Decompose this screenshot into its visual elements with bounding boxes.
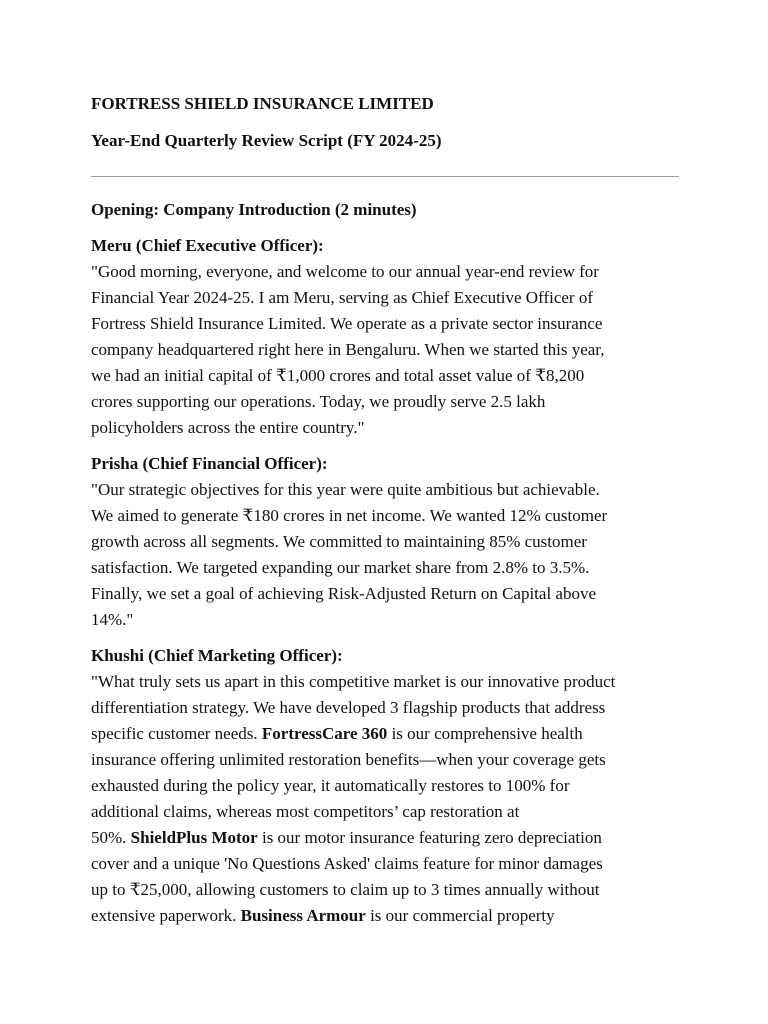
text-line: growth across all segments. We committed to maintaining 85% customer: [91, 532, 587, 551]
text-segment: extensive paperwork.: [91, 906, 237, 925]
cfo-statement: [91, 477, 681, 633]
text-segment: is our motor insurance featuring zero depreciation: [257, 828, 602, 847]
text-line: cover and a unique 'No Questions Asked' claims feature for minor damages: [91, 854, 603, 873]
text-line: up to ₹25,000, allowing customers to claim up to 3 times annually without: [91, 880, 600, 899]
ceo-statement: [91, 259, 681, 441]
speaker-cmo: Khushi (Chief Marketing Officer):: [91, 646, 343, 665]
speaker-ceo: Meru (Chief Executive Officer):: [91, 236, 324, 255]
document-page: [91, 92, 681, 939]
divider: [91, 176, 679, 177]
text-line: insurance offering unlimited restoration benefits—when your coverage gets: [91, 750, 606, 769]
product-name-fortresscare: FortressCare 360: [261, 724, 388, 743]
text-line: additional claims, whereas most competitors’ cap restoration at: [91, 802, 520, 821]
text-line: 14%.": [91, 610, 134, 629]
text-line: "Our strategic objectives for this year were quite ambitious but achievable.: [91, 480, 600, 499]
text-line: [91, 721, 681, 747]
text-line: [91, 825, 681, 851]
text-line: satisfaction. We targeted expanding our market share from 2.8% to 3.5%.: [91, 558, 590, 577]
text-line: differentiation strategy. We have developed 3 flagship products that address: [91, 698, 606, 717]
product-name-business-armour: Business Armour: [240, 906, 366, 925]
text-segment: is our comprehensive health: [387, 724, 583, 743]
text-line: "What truly sets us apart in this competitive market is our innovative product: [91, 672, 616, 691]
cmo-statement: [91, 669, 681, 929]
text-segment: specific customer needs.: [91, 724, 258, 743]
text-segment: 50%.: [91, 828, 127, 847]
text-line: We aimed to generate ₹180 crores in net income. We wanted 12% customer: [91, 506, 608, 525]
document-subtitle: Year-End Quarterly Review Script (FY 2024-25): [91, 131, 442, 150]
text-line: Fortress Shield Insurance Limited. We operate as a private sector insurance: [91, 314, 603, 333]
text-line: Financial Year 2024-25. I am Meru, serving as Chief Executive Officer of: [91, 288, 593, 307]
product-name-shieldplus: ShieldPlus Motor: [130, 828, 258, 847]
text-line: Finally, we set a goal of achieving Risk-Adjusted Return on Capital above: [91, 584, 597, 603]
speaker-cfo: Prisha (Chief Financial Officer):: [91, 454, 328, 473]
company-name: FORTRESS SHIELD INSURANCE LIMITED: [91, 94, 434, 113]
text-line: policyholders across the entire country.": [91, 418, 365, 437]
text-line: we had an initial capital of ₹1,000 crores and total asset value of ₹8,200: [91, 366, 585, 385]
text-line: company headquartered right here in Bengaluru. When we started this year,: [91, 340, 605, 359]
text-line: exhausted during the policy year, it automatically restores to 100% for: [91, 776, 570, 795]
text-line: crores supporting our operations. Today, we proudly serve 2.5 lakh: [91, 392, 546, 411]
text-line: "Good morning, everyone, and welcome to our annual year-end review for: [91, 262, 599, 281]
text-segment: is our commercial property: [365, 906, 555, 925]
section-title: Opening: Company Introduction (2 minutes): [91, 200, 417, 219]
text-line: [91, 903, 681, 929]
